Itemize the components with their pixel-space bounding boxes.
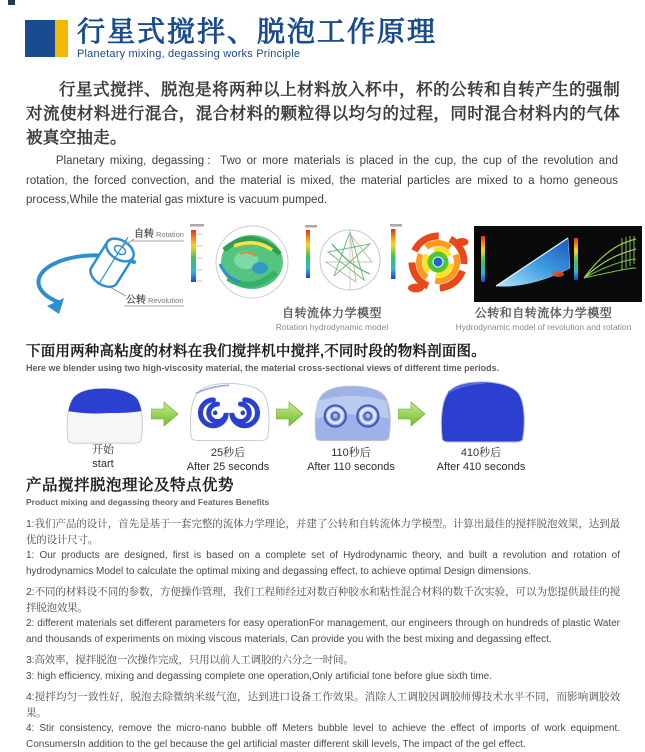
stage-label-110s-en: After 110 seconds <box>307 461 395 473</box>
caption-rotation-model <box>252 304 412 332</box>
theory-point-1-zh: 1:我们产品的设计，首先是基于一套完整的流体力学理论，并建了公转和自转流体力学模型。计算出最佳的搅拌脱泡效果，达到最优的设计尺寸。 <box>26 518 620 546</box>
rotation-revolution-diagram <box>18 222 186 318</box>
arrow-right-icon <box>398 399 426 429</box>
revolution-label-en: Revolution <box>148 296 184 305</box>
arrow-right-icon <box>276 399 304 429</box>
viscosity-section-heading <box>26 340 626 373</box>
mixing-stages-row <box>0 377 645 473</box>
cfd-rotation-image-1 <box>186 220 300 304</box>
stage-label-110s <box>306 446 396 474</box>
stage-label-25s <box>181 446 275 474</box>
stage-label-25s-zh: 25秒后 <box>210 447 246 459</box>
theory-heading-en: Product mixing and degassing theory and Features Benefits <box>26 497 270 507</box>
stage-label-110s-zh: 110秒后 <box>331 447 371 459</box>
stage-label-410s <box>428 446 534 474</box>
theory-point-1 <box>26 517 620 579</box>
page-header <box>25 16 437 60</box>
theory-point-2-zh: 2:不同的材料设不同的参数，方便操作管理，我们工程师经过对数百种胶水和粘性混合材料的数千次实验，可以为您提供最佳的搅拌脱泡效果。 <box>26 586 620 614</box>
intro-paragraph-en: Planetary mixing, degassing：Two or more materials is placed in the cup, the cup of the revolution and rotation, the forced convection, and the material is mixed, the material particles are mixed to a homo geneous process,While the material gas mixture is vacuum pumped. <box>26 155 618 206</box>
stage-label-410s-en: After 410 seconds <box>436 461 526 473</box>
theory-heading-zh: 产品搅拌脱泡理论及特点优势 <box>26 477 235 494</box>
page-title: 行星式搅拌、脱泡工作原理 <box>77 16 438 47</box>
caption-revolution-rotation-model <box>442 304 645 332</box>
cfd-revolution-rotation-panel <box>474 226 642 302</box>
rotation-label-en: Rotation <box>156 230 184 239</box>
stage-110s-figure <box>308 382 396 443</box>
intro-paragraph-zh: 行星式搅拌、脱泡是将两种以上材料放入杯中，杯的公转和自转产生的强制对流使材料进行混合，混合材料的颗粒得以均匀的过程，同时混合材料内的气体被真空抽走。 <box>26 81 620 147</box>
caption-rotation-model-en: Rotation hydrodynamic model <box>275 322 389 332</box>
caption-rotation-model-zh: 自转流体力学模型 <box>281 306 382 320</box>
theory-point-3-en: 3: high efficiency, mixing and degassing complete one operation,Only artificial tone before glue sixth time. <box>26 670 493 682</box>
page-subtitle: Planetary mixing, degassing works Principle <box>77 48 301 60</box>
stage-start-figure <box>60 385 148 445</box>
stage-label-start-en: start <box>92 458 114 470</box>
rotation-label-zh: 自转 <box>134 229 154 240</box>
stage-25s-figure <box>183 379 275 443</box>
revolution-label-zh: 公转 <box>126 295 146 306</box>
stage-410s-figure <box>430 379 534 443</box>
cfd-rotation-image-2 <box>302 222 386 302</box>
stage-label-410s-zh: 410秒后 <box>460 447 502 459</box>
arrow-right-icon <box>151 399 179 429</box>
viscosity-heading-en: Here we blender using two high-viscosity material, the material cross-sectional views of different time periods. <box>26 363 500 373</box>
corner-mark <box>8 0 15 5</box>
theory-point-2 <box>26 585 620 647</box>
theory-section <box>26 473 620 752</box>
stage-label-25s-en: After 25 seconds <box>186 461 270 473</box>
theory-point-4-en: 4: Stir consistency, remove the micro-nano bubble off Meters bubble level to achieve the effect of imports of work equipment. ConsumersIn addition to the gel because the gel artificial master different skill levels, The impact of the gel effect. <box>26 723 620 750</box>
caption-revolution-rotation-model-en: Hydrodynamic model of revolution and rotation <box>455 322 632 332</box>
stage-label-start-zh: 开始 <box>92 444 114 456</box>
stage-label-start <box>58 443 148 471</box>
theory-point-4 <box>26 690 620 752</box>
caption-revolution-rotation-model-zh: 公转和自转流体力学模型 <box>474 306 613 320</box>
hydrodynamic-models-row <box>0 218 645 338</box>
theory-point-2-en: 2: different materials set different parameters for easy operationFor management, our engineers through on hundreds of plastic Water and thousands of experiments on mixing viscous materials, Can provide you with the best mixing and degassing effect. <box>26 618 620 645</box>
theory-point-3-zh: 3:高效率，搅拌脱泡一次操作完成，只用以前人工调胶的六分之一时间。 <box>26 654 354 666</box>
theory-point-1-en: 1: Our products are designed, first is based on a complete set of Hydrodynamic theory, and built a revolution and rotation of hydrodynamics Model to calculate the optimal mixing and degassing effect, to achieve optimal Design dimensions. <box>26 550 620 577</box>
title-group <box>77 16 437 60</box>
cfd-rotation-image-3 <box>386 220 472 304</box>
brand-mark-yellow-block <box>55 20 68 57</box>
viscosity-heading-zh: 下面用两种高粘度的材料在我们搅拌机中搅拌,不同时段的物料剖面图。 <box>26 344 486 360</box>
theory-point-4-zh: 4:搅拌均匀一致性好，脱泡去除微纳米级气泡，达到进口设备工作效果。消除人工调胶因调胶师傅技术水平不同，而影响调胶效果。 <box>26 691 620 719</box>
theory-point-3 <box>26 653 620 684</box>
brand-mark-blue-block <box>25 20 55 57</box>
brand-mark-icon <box>25 20 68 57</box>
